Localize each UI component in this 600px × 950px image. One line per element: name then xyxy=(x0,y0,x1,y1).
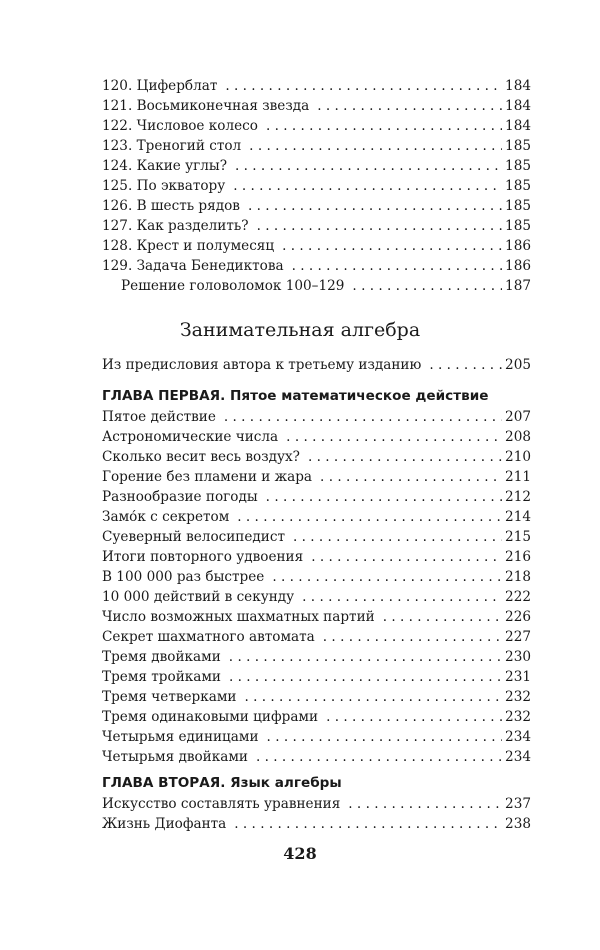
toc-entry-page: 185 xyxy=(505,178,531,194)
toc-entry-label: Пятое действие xyxy=(102,409,216,425)
toc-entry xyxy=(102,547,531,567)
toc-entry-label: Жизнь Диофанта xyxy=(102,816,227,832)
page-number: 428 xyxy=(283,844,317,863)
leader-dots xyxy=(286,427,502,447)
toc-entry xyxy=(102,427,531,447)
toc-entry-label: Четырьмя единицами xyxy=(102,729,259,745)
toc-entry xyxy=(102,236,531,256)
toc-entry-label: Число возможных шахматных партий xyxy=(102,609,375,625)
book-title: Занимательная алгебра xyxy=(179,319,421,341)
toc-entry-label: Четырьмя двойками xyxy=(102,749,248,765)
toc-entry-page: 215 xyxy=(505,529,531,545)
chapter-heading: ГЛАВА ПЕРВАЯ. Пятое математическое действие xyxy=(102,388,489,404)
leader-dots xyxy=(256,747,502,767)
toc-entry-page: 234 xyxy=(505,749,531,765)
toc-entry xyxy=(102,587,531,607)
toc-entry-page: 218 xyxy=(505,569,531,585)
toc-entry-label: Решение головоломок 100–129 xyxy=(121,278,345,294)
leader-dots xyxy=(311,547,502,567)
toc-entry-label: Тремя четверками xyxy=(102,689,237,705)
toc-entry xyxy=(102,487,531,507)
toc-entry xyxy=(102,794,531,814)
toc-entry-page: 207 xyxy=(505,409,531,425)
toc-entry xyxy=(102,687,531,707)
toc-entry-page: 205 xyxy=(505,357,531,373)
toc-entry xyxy=(102,447,531,467)
toc-entry-page: 184 xyxy=(505,118,531,134)
toc-entry-page: 210 xyxy=(505,449,531,465)
leader-dots xyxy=(229,647,502,667)
toc-entry-label: 125. По экватору xyxy=(102,178,226,194)
leader-dots xyxy=(244,687,502,707)
leader-dots xyxy=(234,814,502,834)
leader-dots xyxy=(266,487,502,507)
leader-dots xyxy=(267,727,503,747)
leader-dots xyxy=(292,256,502,276)
toc-entry xyxy=(102,647,531,667)
toc-entry xyxy=(102,156,531,176)
toc-entry-page: 185 xyxy=(505,218,531,234)
toc-entry-page: 237 xyxy=(505,796,531,812)
toc-entry-page: 230 xyxy=(505,649,531,665)
toc-entry-page: 226 xyxy=(505,609,531,625)
leader-dots xyxy=(224,407,502,427)
leader-dots xyxy=(248,196,502,216)
toc-entry-label: Искусство составлять уравнения xyxy=(102,796,341,812)
toc-entry-label: Тремя двойками xyxy=(102,649,221,665)
toc-entry xyxy=(102,627,531,647)
toc-entry-label: Астрономические числа xyxy=(102,429,279,445)
leader-dots xyxy=(317,96,502,116)
toc-entry-label: 127. Как разделить? xyxy=(102,218,249,234)
toc-entry xyxy=(102,607,531,627)
toc-entry-label: Сколько весит весь воздух? xyxy=(102,449,300,465)
toc-entry-label: Тремя одинаковыми цифрами xyxy=(102,709,319,725)
toc-entry-label: Горение без пламени и жара xyxy=(102,469,313,485)
toc-entry-label: Секрет шахматного автомата xyxy=(102,629,315,645)
toc-entry xyxy=(102,76,531,96)
toc-entry xyxy=(102,116,531,136)
leader-dots xyxy=(348,794,502,814)
toc-entry xyxy=(102,176,531,196)
chapter-heading: ГЛАВА ВТОРАЯ. Язык алгебры xyxy=(102,775,342,791)
toc-entry-page: 187 xyxy=(505,278,531,294)
leader-dots xyxy=(383,607,502,627)
toc-entry xyxy=(102,507,531,527)
toc-entry-preface xyxy=(102,355,531,375)
toc-entry-label: Итоги повторного удвоения xyxy=(102,549,304,565)
toc-entry-label: Разнообразие погоды xyxy=(102,489,258,505)
toc-entry xyxy=(102,667,531,687)
toc-entry xyxy=(102,407,531,427)
toc-entry-page: 184 xyxy=(505,98,531,114)
toc-entry-label: Суеверный велосипедист xyxy=(102,529,285,545)
toc-entry xyxy=(102,216,531,236)
leader-dots xyxy=(225,76,502,96)
leader-dots xyxy=(237,507,502,527)
leader-dots xyxy=(257,216,502,236)
toc-entry-label: 129. Задача Бенедиктова xyxy=(102,258,284,274)
leader-dots xyxy=(326,707,502,727)
toc-entry-label: Замо́к с секретом xyxy=(102,509,230,525)
toc-entry-label: 121. Восьмиконечная звезда xyxy=(102,98,310,114)
toc-entry-page: 232 xyxy=(505,709,531,725)
toc-entry xyxy=(102,567,531,587)
toc-entry-page: 231 xyxy=(505,669,531,685)
leader-dots xyxy=(323,627,502,647)
leader-dots xyxy=(352,276,502,296)
leader-dots xyxy=(229,667,502,687)
toc-entry-label: 122. Числовое колесо xyxy=(102,118,258,134)
leader-dots xyxy=(272,567,502,587)
leader-dots xyxy=(233,176,502,196)
toc-entry xyxy=(102,527,531,547)
leader-dots xyxy=(308,447,502,467)
toc-entry-label: В 100 000 раз быстрее xyxy=(102,569,265,585)
toc-entry-page: 214 xyxy=(505,509,531,525)
toc-entry-label: Тремя тройками xyxy=(102,669,221,685)
toc-entry xyxy=(102,727,531,747)
toc-entry xyxy=(102,136,531,156)
toc-entry-page: 234 xyxy=(505,729,531,745)
toc-entry-label: 123. Треногий стол xyxy=(102,138,242,154)
toc-entry xyxy=(102,747,531,767)
toc-entry-solutions xyxy=(121,276,531,296)
leader-dots xyxy=(429,355,502,375)
leader-dots xyxy=(282,236,502,256)
toc-entry-page: 222 xyxy=(505,589,531,605)
toc-entry-page: 185 xyxy=(505,198,531,214)
toc-entry-label: 120. Циферблат xyxy=(102,78,218,94)
toc-entry-page: 211 xyxy=(505,469,531,485)
toc-entry xyxy=(102,467,531,487)
toc-entry-label: Из предисловия автора к третьему изданию xyxy=(102,357,422,373)
toc-entry-label: 10 000 действий в секунду xyxy=(102,589,295,605)
leader-dots xyxy=(266,116,502,136)
toc-entry xyxy=(102,96,531,116)
leader-dots xyxy=(302,587,502,607)
toc-entry-label: 128. Крест и полумесяц xyxy=(102,238,275,254)
toc-entry-page: 208 xyxy=(505,429,531,445)
toc-entry-page: 185 xyxy=(505,138,531,154)
toc-entry xyxy=(102,196,531,216)
toc-entry-page: 186 xyxy=(505,258,531,274)
toc-entry-page: 186 xyxy=(505,238,531,254)
toc-entry-page: 216 xyxy=(505,549,531,565)
leader-dots xyxy=(249,136,502,156)
toc-entry-page: 184 xyxy=(505,78,531,94)
toc-entry-page: 227 xyxy=(505,629,531,645)
toc-entry-page: 185 xyxy=(505,158,531,174)
toc-entry-page: 212 xyxy=(505,489,531,505)
toc-entry-page: 238 xyxy=(505,816,531,832)
toc-entry-label: 124. Какие углы? xyxy=(102,158,227,174)
toc-entry xyxy=(102,256,531,276)
toc-entry-label: 126. В шесть рядов xyxy=(102,198,240,214)
leader-dots xyxy=(235,156,502,176)
toc-entry-page: 232 xyxy=(505,689,531,705)
toc-entry xyxy=(102,814,531,834)
toc-entry xyxy=(102,707,531,727)
leader-dots xyxy=(293,527,502,547)
leader-dots xyxy=(320,467,502,487)
